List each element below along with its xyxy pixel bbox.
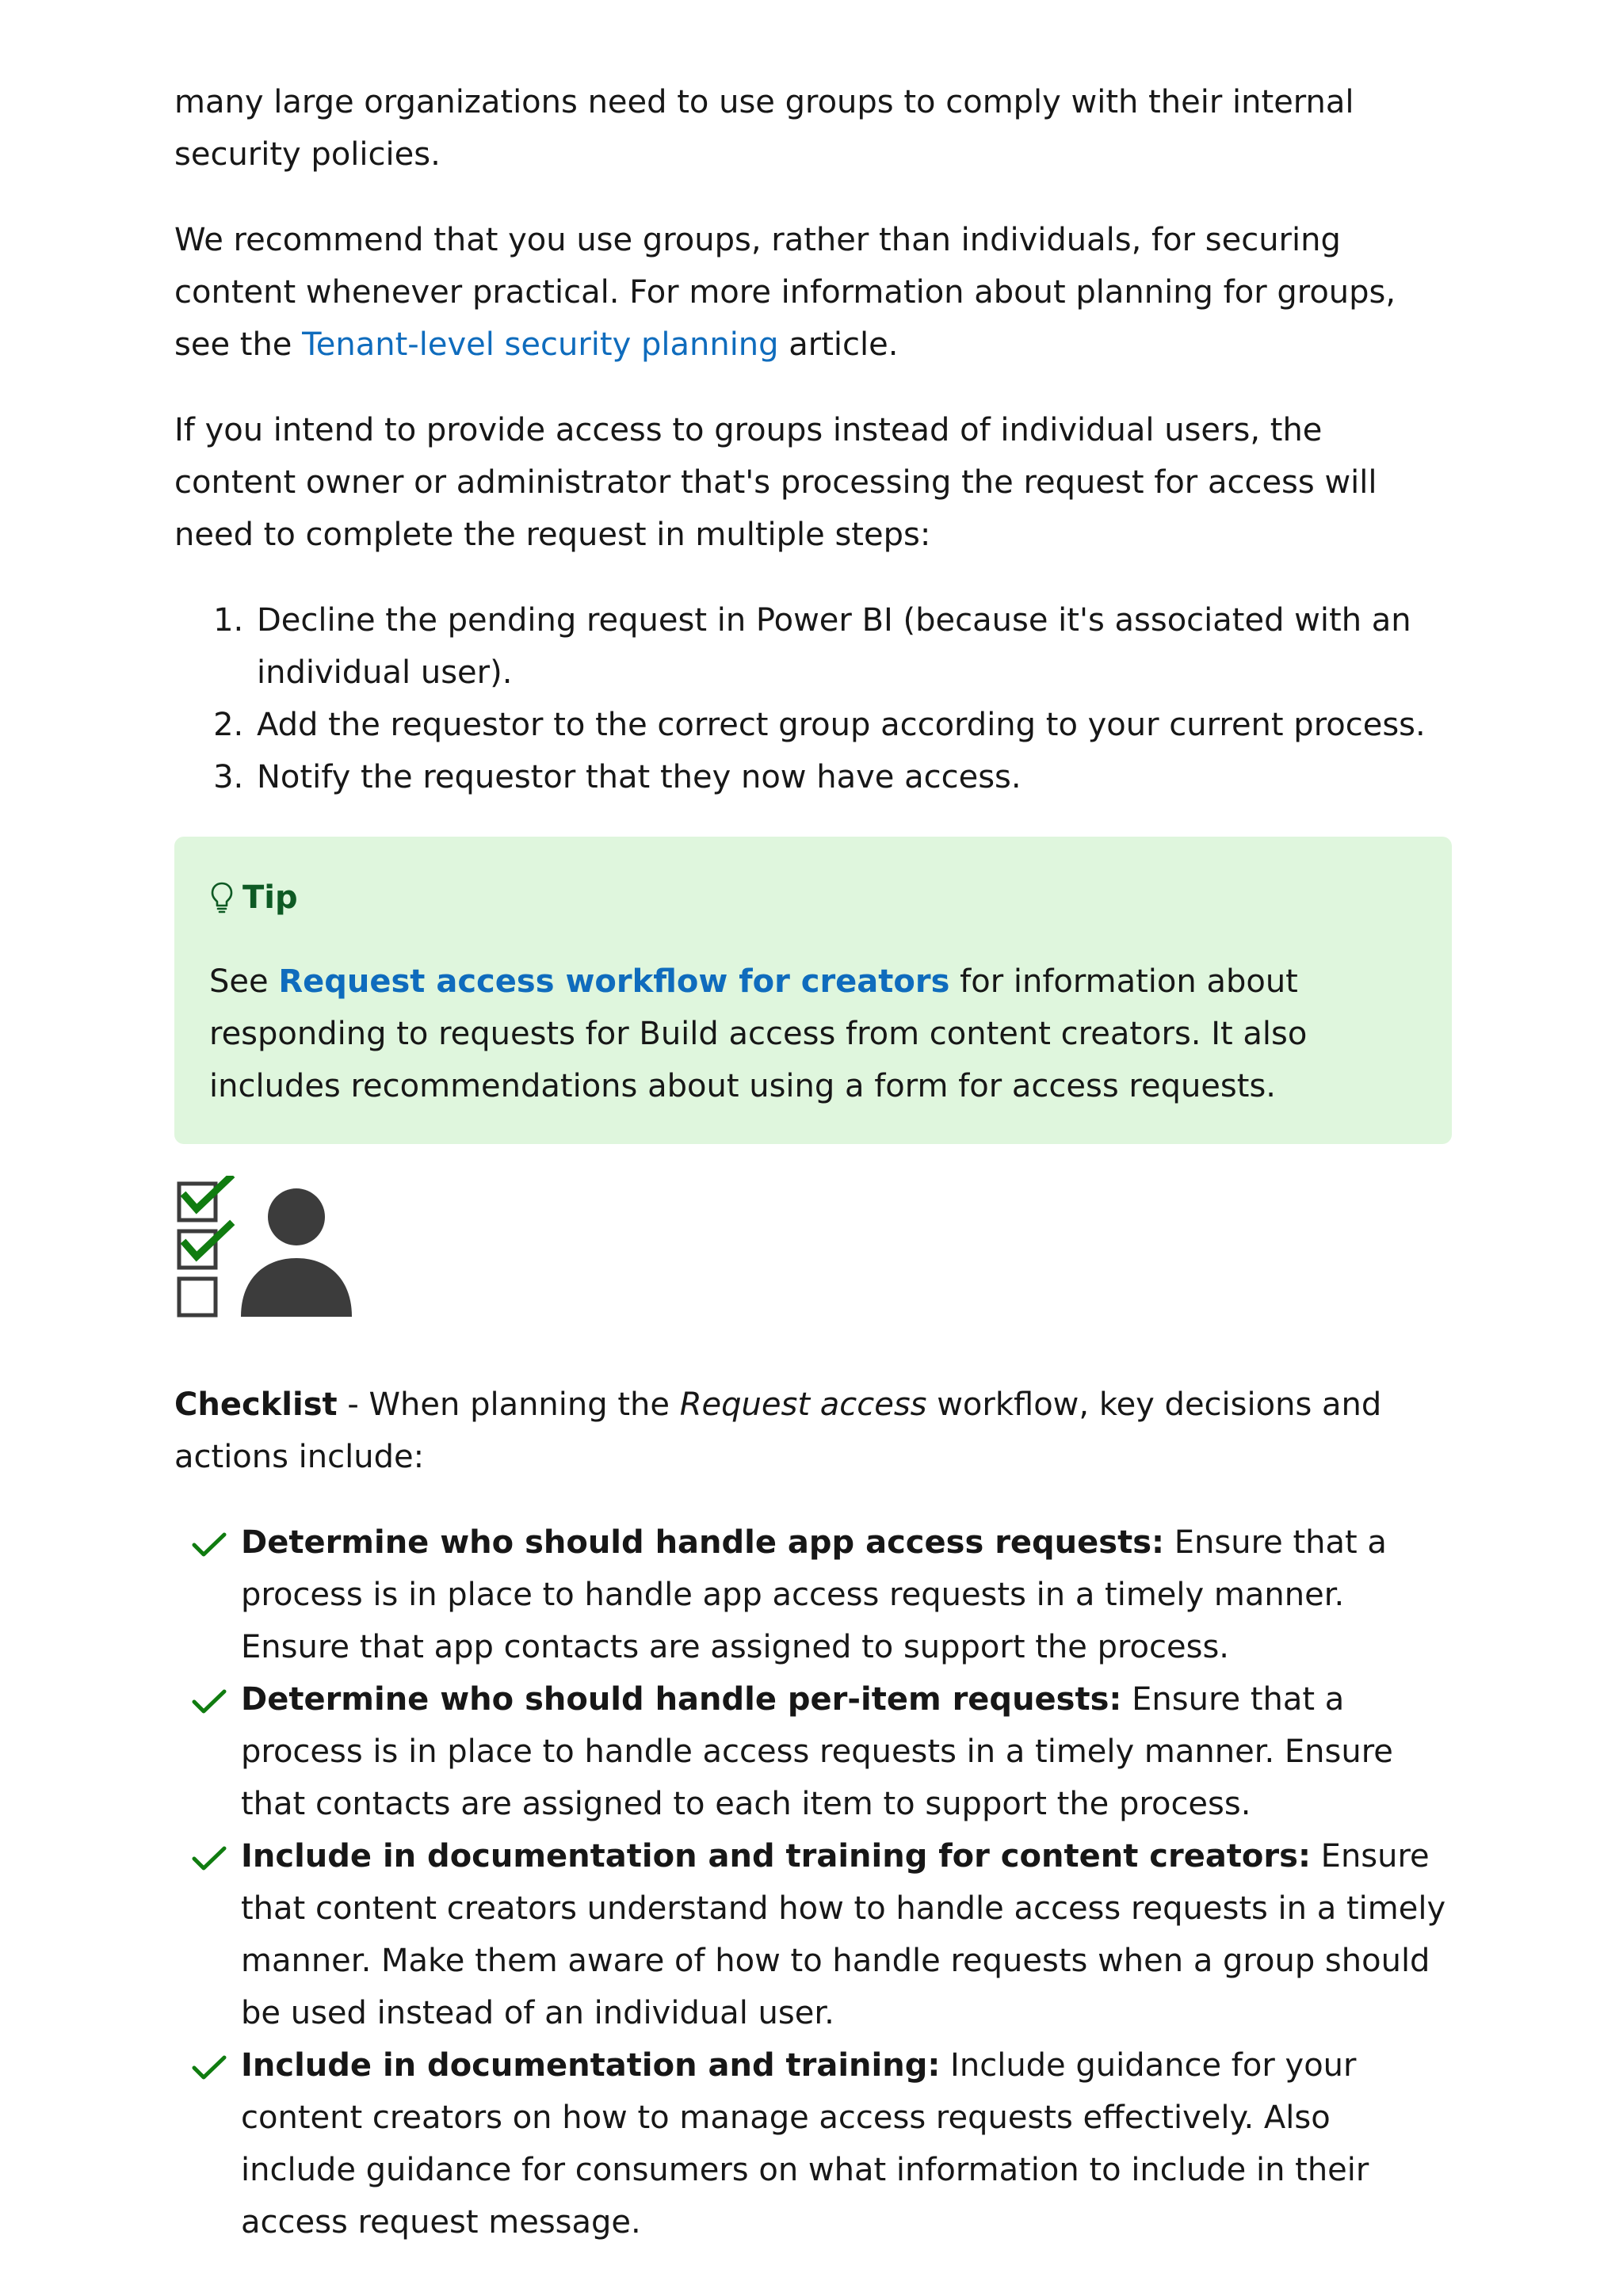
checklist-person-icon — [174, 1176, 358, 1326]
checklist-item-text: Include guidance for your content creators on how to manage access requests effectively. Also include guidance for consumers on what information to include in their access request message. — [241, 2047, 1369, 2241]
request-access-workflow-link[interactable]: Request access workflow for creators — [278, 963, 950, 1000]
checkmark-icon — [192, 2055, 227, 2081]
tip-body — [209, 955, 1417, 1112]
recommend-paragraph — [174, 214, 1452, 371]
tip-title: Tip — [242, 879, 298, 916]
step-item: 3. Notify the requestor that they now have access. — [254, 751, 1452, 803]
checklist — [174, 1516, 1452, 2248]
checklist-intro — [174, 1379, 1452, 1483]
checklist-item — [174, 1830, 1452, 2039]
checklist-item — [174, 1673, 1452, 1830]
tip-callout — [174, 837, 1452, 1144]
step-item: 2. Add the requestor to the correct group according to your current process. — [254, 699, 1452, 751]
checklist-intro-text-end: workflow, key decisions and actions include: — [174, 1386, 1382, 1475]
tenant-security-planning-link[interactable]: Tenant-level security planning — [302, 326, 779, 363]
checklist-item-title: Include in documentation and training for content creators: — [241, 1838, 1311, 1875]
checklist-item — [174, 1516, 1452, 1673]
recommend-text-after: article. — [778, 326, 899, 363]
checklist-item-text: Ensure that a process is in place to handle app access requests in a timely manner. Ensure that app contacts are assigned to support the process. — [241, 1524, 1387, 1665]
checklist-item-text: Ensure that a process is in place to handle access requests in a timely manner. Ensure that contacts are assigned to each item to support the process. — [241, 1681, 1393, 1822]
tip-text-after: for information about responding to requests for Build access from content creators. It also includes recommendations about using a form for access requests. — [209, 963, 1308, 1104]
steps-list — [174, 594, 1452, 803]
checklist-item-title: Determine who should handle app access requests: — [241, 1524, 1165, 1561]
checkmark-icon — [192, 1532, 227, 1558]
checklist-item — [174, 2039, 1452, 2248]
tip-text-before: See — [209, 963, 279, 1000]
checklist-label: Checklist — [174, 1386, 338, 1423]
checkmark-icon — [192, 1689, 227, 1714]
tip-header — [209, 871, 1417, 924]
article-content — [174, 76, 1452, 2248]
checklist-item-text: Ensure that content creators understand how to handle access requests in a timely manner. Make them aware of how to handle requests when a group should be used instead of an individual user. — [241, 1838, 1446, 2031]
checklist-intro-emphasis: Request access — [679, 1386, 927, 1423]
checklist-item-title: Determine who should handle per-item requests: — [241, 1681, 1122, 1718]
recommend-text-before: We recommend that you use groups, rather than individuals, for securing content whenever practical. For more information about planning for groups, see the — [174, 222, 1396, 363]
checkmark-icon — [192, 1846, 227, 1871]
checklist-intro-text: - When planning the — [337, 1386, 680, 1423]
groups-intro-paragraph: If you intend to provide access to groups instead of individual users, the content owner or administrator that's processing the request for access will need to complete the request in multiple steps: — [174, 412, 1377, 553]
checklist-item-title: Include in documentation and training: — [241, 2047, 941, 2084]
intro-paragraph: many large organizations need to use groups to comply with their internal security policies. — [174, 84, 1354, 173]
lightbulb-icon — [209, 881, 235, 914]
step-item: 1. Decline the pending request in Power BI (because it's associated with an individual user). — [254, 594, 1452, 699]
